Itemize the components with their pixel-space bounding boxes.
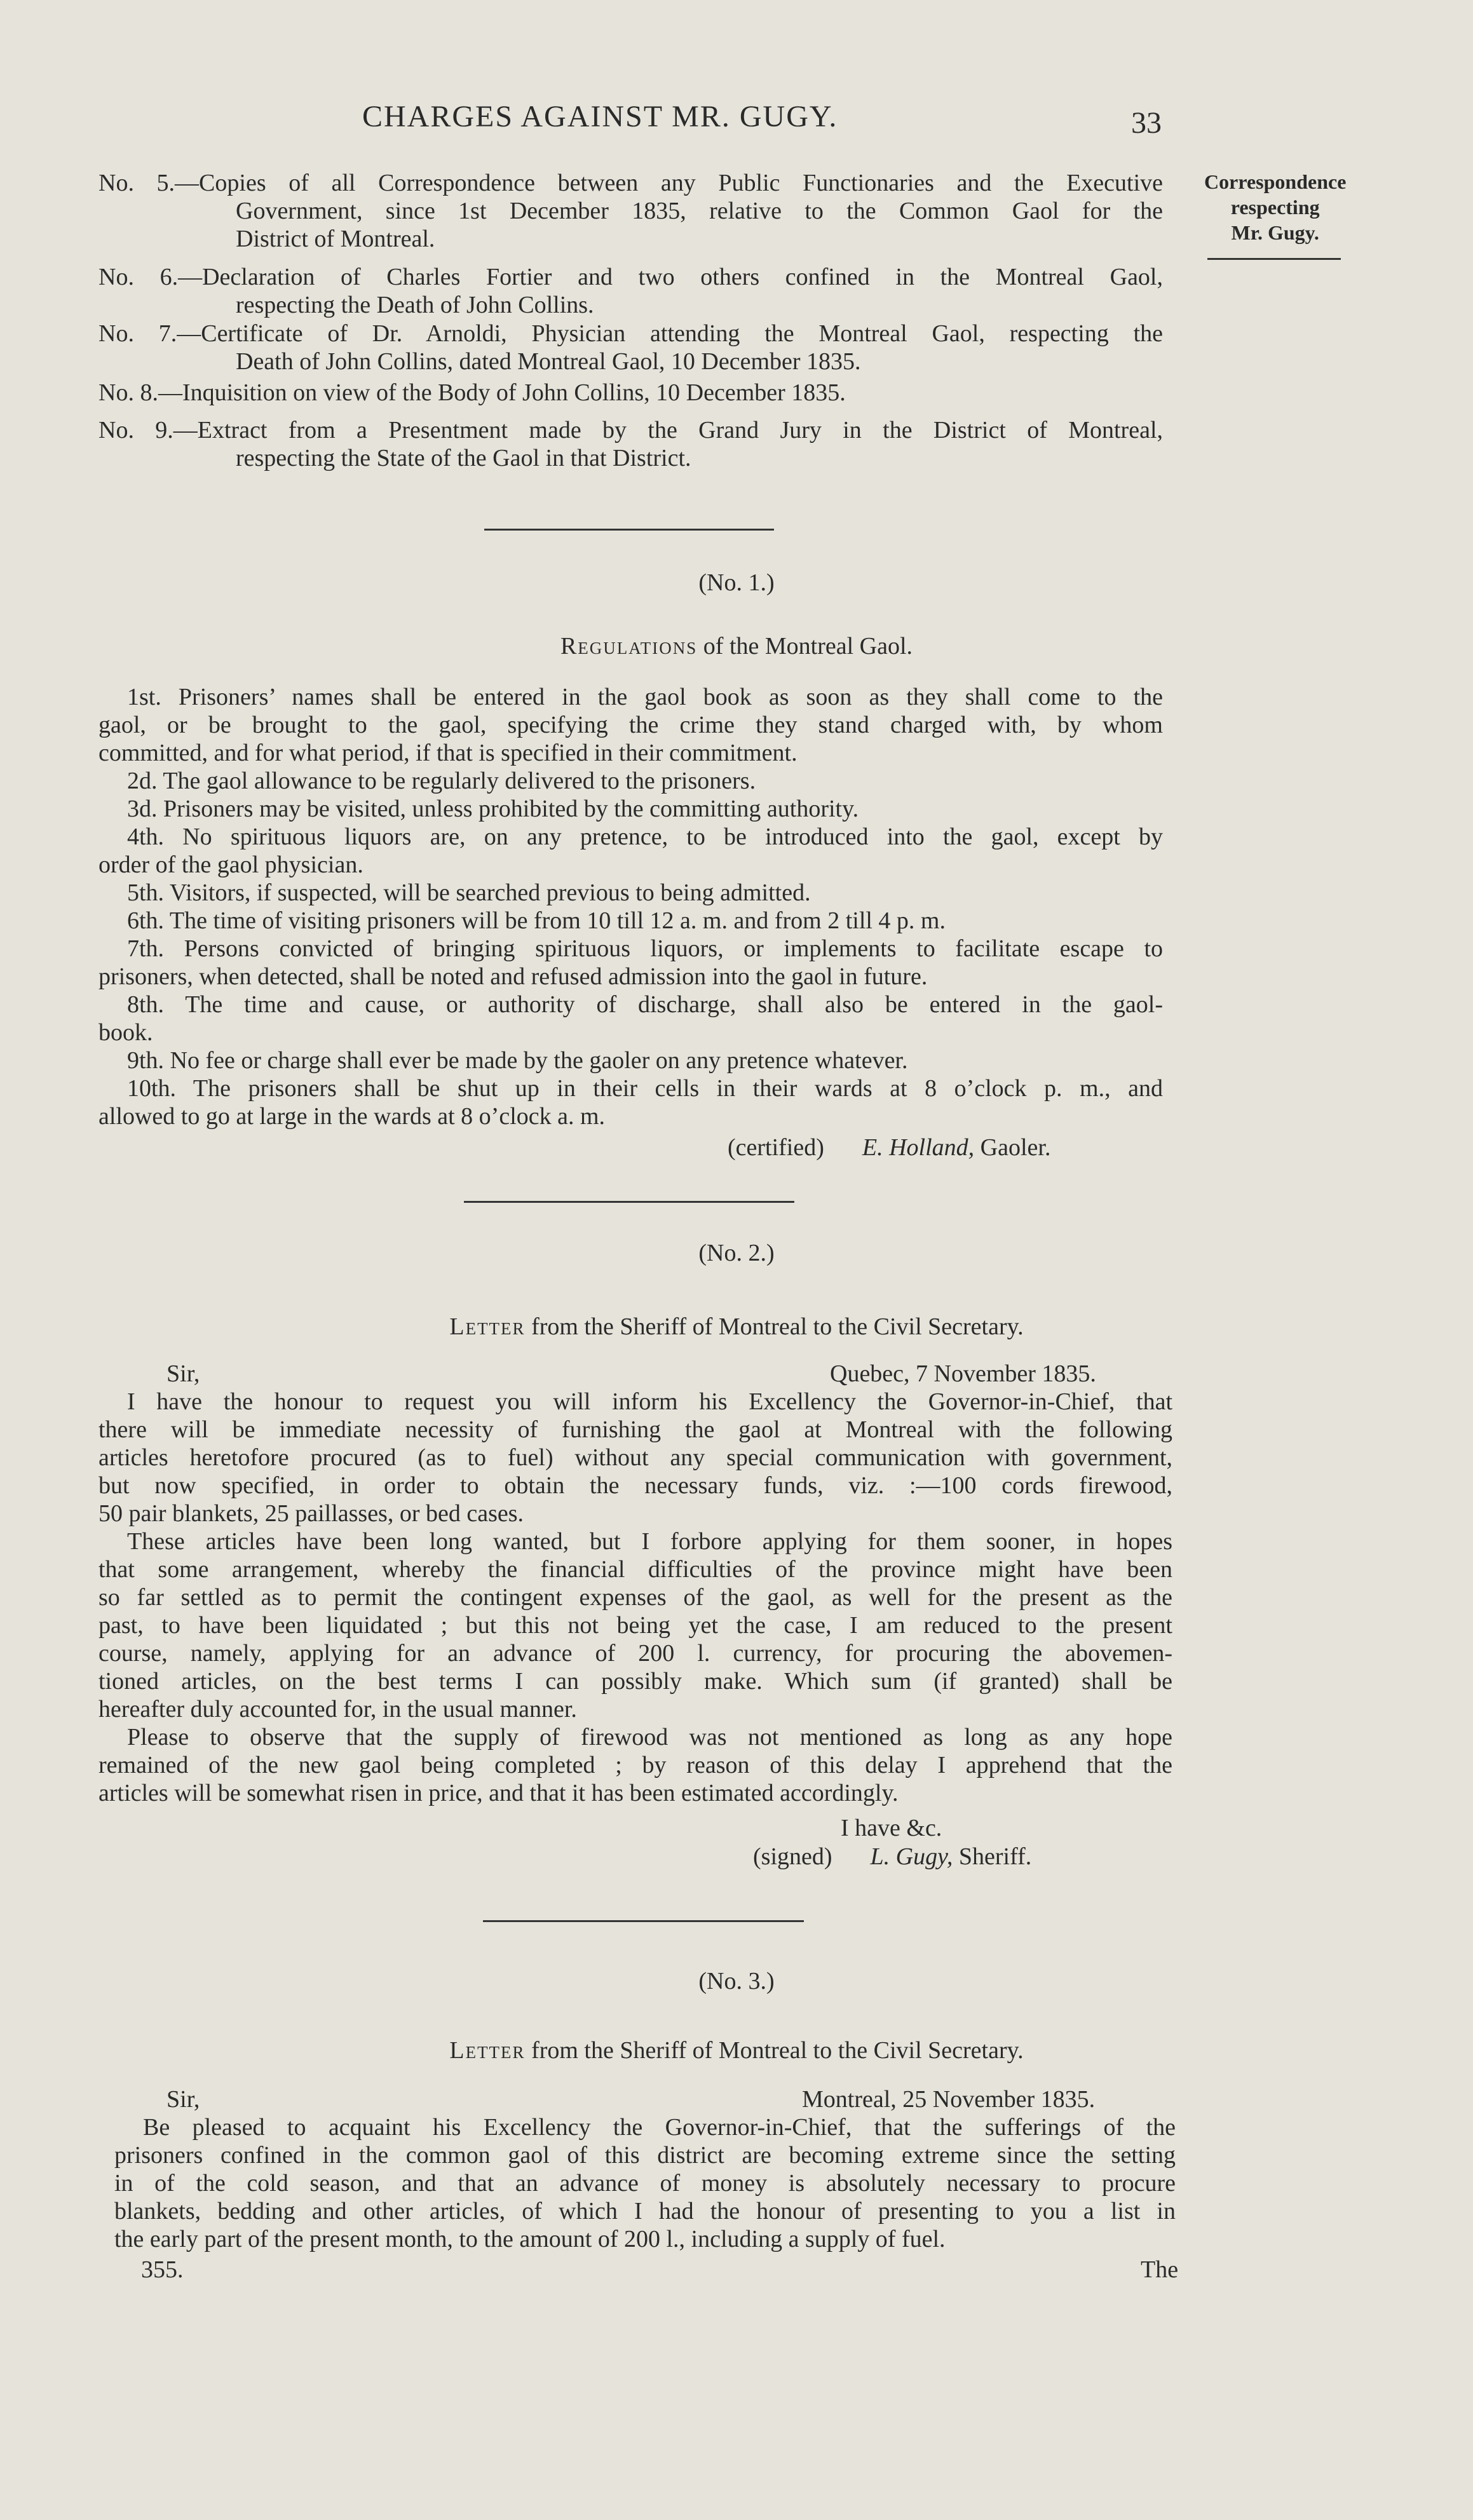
letter-line: past, to have been liquidated ; but this not being yet the case, I am reduced to the present [98,1612,1172,1639]
signature-title: Sheriff. [953,1843,1032,1870]
toc-item-5-cont: Government, since 1st December 1835, relative to the Common Gaol for the [236,198,1163,224]
doc1-title-rest: of the Montreal Gaol. [697,633,913,660]
regulation-line: 6th. The time of visiting prisoners will be from 10 till 12 a. m. and from 2 till 4 p. m. [127,907,946,934]
doc2-title [0,1313,1473,1341]
letter-line: remained of the new gaol being completed ; by reason of this delay I apprehend that the [98,1752,1172,1778]
toc-item-6-cont: respecting the Death of John Collins. [236,292,594,318]
letter-line: course, namely, applying for an advance of 200 l. currency, for procuring the abovemen- [98,1640,1172,1667]
letter-line: so far settled as to permit the contingent expenses of the gaol, as well for the present as the [98,1584,1172,1611]
toc-item-9-cont: respecting the State of the Gaol in that District. [236,445,691,471]
regulation-line: allowed to go at large in the wards at 8 o’clock a. m. [98,1103,606,1130]
doc2-closing: I have &c. [841,1815,942,1841]
regulation-line: 9th. No fee or charge shall ever be made by the gaoler on any pretence whatever. [127,1047,908,1074]
regulation-line: 3d. Prisoners may be visited, unless prohibited by the committing authority. [127,796,859,822]
doc1-signature [728,1134,1050,1162]
toc-item-7: No. 7.—Certificate of Dr. Arnoldi, Physician attending the Montreal Gaol, respecting the [98,320,1163,347]
letter-line: Please to observe that the supply of firewood was not mentioned as long as any hope [127,1724,1172,1751]
letter-line: Be pleased to acquaint his Excellency the Governor-in-Chief, that the sufferings of the [143,2114,1176,2141]
doc2-number: (No. 2.) [698,1240,775,1266]
doc2-salutation: Sir, [166,1360,200,1387]
letter-line: articles heretofore procured (as to fuel) without any special communication with government, [98,1444,1172,1471]
regulation-line: book. [98,1019,153,1046]
regulation-line: 10th. The prisoners shall be shut up in their cells in their wards at 8 o’clock p. m., and [127,1075,1163,1102]
regulation-line: 2d. The gaol allowance to be regularly delivered to the prisoners. [127,768,756,794]
doc1-title [0,632,1473,660]
letter-line: that some arrangement, whereby the financial difficulties of the province might have been [98,1556,1172,1583]
regulation-line: prisoners, when detected, shall be noted and refused admission into the gaol in future. [98,963,928,990]
regulation-line: gaol, or be brought to the gaol, specifying the crime they stand charged with, by whom [98,712,1163,738]
doc2-place-date: Quebec, 7 November 1835. [830,1360,1096,1387]
margin-note-divider [1207,258,1341,260]
letter-line: in of the cold season, and that an advance of money is absolutely necessary to procure [114,2170,1176,2197]
signature-name: E. Holland, [862,1134,975,1161]
doc1-title-smallcaps: Regulations [560,633,698,660]
letter-line: but now specified, in order to obtain the necessary funds, viz. :—100 cords firewood, [98,1472,1172,1499]
toc-item-8: No. 8.—Inquisition on view of the Body of John Collins, 10 December 1835. [98,379,846,406]
signature-prefix: (signed) [753,1843,832,1870]
doc3-number: (No. 3.) [698,1968,775,1995]
letter-line: 50 pair blankets, 25 paillasses, or bed cases. [98,1500,524,1527]
margin-note [1204,169,1346,245]
regulation-line: committed, and for what period, if that is specified in their commitment. [98,740,798,766]
toc-item-6: No. 6.—Declaration of Charles Fortier and two others confined in the Montreal Gaol, [98,264,1163,290]
doc3-title-rest: from the Sheriff of Montreal to the Civil Secretary. [525,2037,1024,2064]
regulation-line: 5th. Visitors, if suspected, will be searched previous to being admitted. [127,879,811,906]
letter-line: articles will be somewhat risen in price, and that it has been estimated accordingly. [98,1780,899,1806]
doc3-place-date: Montreal, 25 November 1835. [802,2086,1096,2113]
doc2-title-smallcaps: Letter [449,1313,526,1340]
margin-note-line: Correspondence [1204,170,1347,193]
doc2-signature [753,1843,1031,1871]
letter-line: I have the honour to request you will inform his Excellency the Governor-in-Chief, that [127,1388,1172,1415]
margin-note-line: respecting [1230,196,1320,219]
section-divider [483,1920,804,1922]
toc-item-5-cont: District of Montreal. [236,226,435,252]
regulation-line: 1st. Prisoners’ names shall be entered in the gaol book as soon as they shall come to the [127,684,1163,710]
signature-name: L. Gugy, [870,1843,953,1870]
letter-line: tioned articles, on the best terms I can possibly make. Which sum (if granted) shall be [98,1668,1172,1695]
letter-line: there will be immediate necessity of furnishing the gaol at Montreal with the following [98,1416,1172,1443]
doc3-title [0,2036,1473,2064]
letter-line: blankets, bedding and other articles, of which I had the honour of presenting to you a list in [114,2198,1176,2225]
regulation-line: 7th. Persons convicted of bringing spirituous liquors, or implements to facilitate escape to [127,935,1163,962]
doc2-title-rest: from the Sheriff of Montreal to the Civil Secretary. [525,1313,1024,1340]
doc3-title-smallcaps: Letter [449,2037,526,2064]
letter-line: hereafter duly accounted for, in the usual manner. [98,1696,577,1723]
regulation-line: 8th. The time and cause, or authority of discharge, shall also be entered in the gaol- [127,991,1163,1018]
letter-line: These articles have been long wanted, but I forbore applying for them sooner, in hopes [127,1528,1172,1555]
toc-item-5: No. 5.—Copies of all Correspondence between any Public Functionaries and the Executive [98,170,1163,196]
toc-item-9: No. 9.—Extract from a Presentment made by the Grand Jury in the District of Montreal, [98,417,1163,444]
margin-note-line: Mr. Gugy. [1231,221,1319,244]
page-number: 33 [1131,106,1162,140]
toc-item-7-cont: Death of John Collins, dated Montreal Gaol, 10 December 1835. [236,348,861,375]
section-divider [484,529,774,531]
letter-line: prisoners confined in the common gaol of this district are becoming extreme since the setting [114,2142,1176,2169]
doc3-salutation: Sir, [166,2086,200,2113]
catchword: The [1141,2256,1179,2283]
regulation-line: order of the gaol physician. [98,851,363,878]
doc1-number: (No. 1.) [698,569,775,596]
signature-title: Gaoler. [974,1134,1051,1161]
signature-prefix: (certified) [728,1134,824,1161]
page-title: CHARGES AGAINST MR. GUGY. [362,100,838,133]
signature-mark: 355. [141,2256,184,2283]
regulation-line: 4th. No spirituous liquors are, on any pretence, to be introduced into the gaol, except by [127,823,1163,850]
section-divider [464,1201,794,1203]
letter-line: the early part of the present month, to the amount of 200 l., including a supply of fuel. [114,2226,946,2252]
